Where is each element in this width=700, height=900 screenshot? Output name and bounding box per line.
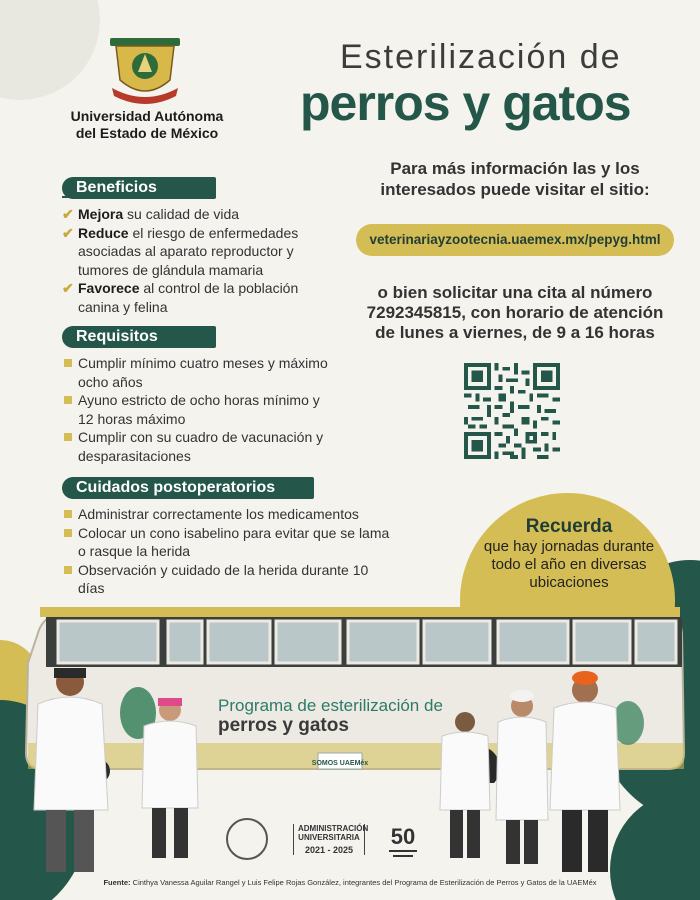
info-visit-text: Para más información las y los interesados puede visitar el sitio: [380, 159, 650, 199]
footer-source [0, 878, 700, 887]
bus-side-logo: SOMOS UAEMéx [311, 760, 369, 767]
reminder-text: que hay jornadas durante todo el año en diversas ubicaciones [483, 538, 655, 591]
university-seal-icon [226, 818, 268, 860]
list-item: Ayuno estricto de ocho horas mínimo y 12 horas máximo [62, 391, 332, 428]
person-figure [550, 671, 620, 872]
decorative-circle [0, 0, 100, 100]
qr-code-icon[interactable] [464, 363, 560, 459]
bus-program-line1: Programa de esterilización de [218, 696, 443, 715]
list-item: Administrar correctamente los medicamentos [62, 505, 392, 524]
beneficios-list [62, 205, 332, 316]
footer-text: Cinthya Vanessa Aguilar Rangel y Luis Felipe Rojas González, integrantes del Programa de Esterilización de Perros y Gatos de la UAEMéx [132, 878, 597, 887]
bullet-square-icon [64, 396, 72, 404]
admin-line1: ADMINISTRACIÓN [298, 824, 369, 833]
bullet-square-icon [64, 510, 72, 518]
person-figure [142, 698, 198, 858]
cuidados-list [62, 505, 392, 598]
list-item: ✔ Mejora su calidad de vida [62, 206, 240, 222]
section-header-cuidados: Cuidados postoperatorios [62, 477, 314, 499]
list-item: Cumplir mínimo cuatro meses y máximo ocho años [62, 354, 332, 391]
bullet-square-icon [64, 359, 72, 367]
svg-text:50: 50 [390, 824, 416, 849]
appointment-text: o bien solicitar una cita al número 7292345815, con horario de atención de lunes a viernes, de 9 a 16 horas [366, 283, 664, 342]
requisitos-list [62, 354, 332, 465]
checkmark-icon: ✔ [62, 224, 74, 241]
person-figure [440, 712, 490, 858]
section-header-requisitos: Requisitos [62, 326, 216, 348]
footer-label: Fuente: [103, 878, 131, 887]
list-item: Colocar un cono isabelino para evitar que se lama o rasque la herida [62, 524, 392, 561]
section-header-beneficios: Beneficios [62, 177, 216, 199]
checkmark-icon: ✔ [62, 206, 74, 222]
university-crest-icon [106, 36, 184, 104]
person-figure [496, 690, 548, 864]
bullet-square-icon [64, 433, 72, 441]
bus-program-line2: perros y gatos [218, 715, 349, 736]
university-name-line2: del Estado de México [75, 125, 219, 141]
title-line2: perros y gatos [300, 75, 631, 131]
checkmark-icon: ✔ [62, 280, 74, 296]
admin-years: 2021 - 2025 [304, 845, 354, 855]
list-item: ✔ Reduce el riesgo de enfermedades asociadas al aparato reproductor y tumores de glándula mamaria [62, 224, 299, 278]
reminder-title: Recuerda [525, 516, 613, 537]
bullet-square-icon [64, 529, 72, 537]
reminder-badge [474, 516, 664, 592]
list-item: Cumplir con su cuadro de vacunación y desparasitaciones [62, 428, 332, 465]
divider [62, 196, 216, 198]
admin-line2: UNIVERSITARIA [298, 833, 360, 842]
title-line1: Esterilización de [340, 38, 622, 76]
website-link[interactable]: veterinariayzootecnia.uaemex.mx/pepyg.html [356, 224, 674, 256]
administration-logo [293, 824, 369, 855]
university-name-line1: Universidad Autónoma [70, 108, 224, 124]
list-item: ✔ Favorece al control de la población canina y felina [62, 280, 299, 315]
bullet-square-icon [64, 566, 72, 574]
university-name [62, 108, 232, 142]
list-item: Observación y cuidado de la herida durante 10 días [62, 561, 392, 598]
person-figure [34, 668, 108, 872]
anniversary-logo-icon [385, 818, 421, 862]
